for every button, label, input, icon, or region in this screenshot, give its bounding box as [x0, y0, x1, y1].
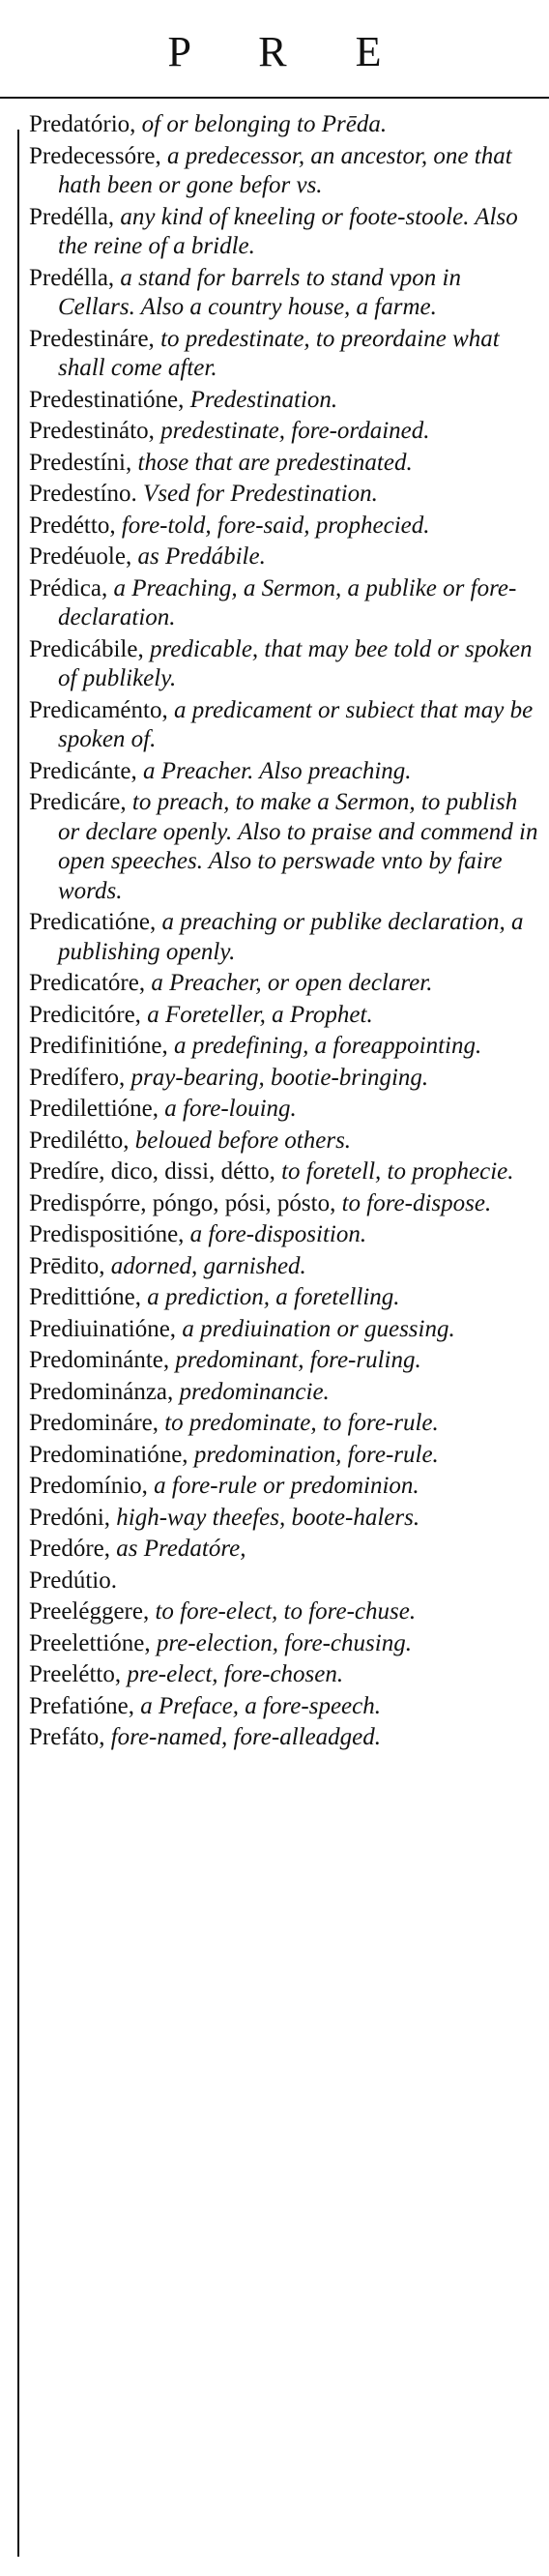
dictionary-entry	[29, 1566, 539, 1596]
entry-headword: Predestináre,	[29, 325, 161, 352]
entry-definition: a predicament or subiect that may be spoken of.	[58, 696, 534, 752]
entry-headword: Prēdito,	[29, 1252, 111, 1279]
dictionary-entry	[29, 1660, 539, 1690]
dictionary-entry	[29, 1189, 539, 1219]
dictionary-entry	[29, 110, 539, 140]
dictionary-entry	[29, 449, 539, 479]
dictionary-entry	[29, 1346, 539, 1376]
dictionary-entry	[29, 696, 539, 755]
entry-definition: pre-elect, fore-chosen.	[127, 1661, 344, 1687]
dictionary-entry	[29, 788, 539, 906]
column-rule	[17, 130, 19, 2557]
entry-headword: Predomínio,	[29, 1473, 155, 1499]
entry-definition: a prediction, a foretelling.	[147, 1284, 400, 1310]
entry-headword: Predilétto,	[29, 1127, 135, 1154]
dictionary-entry	[29, 264, 539, 323]
entry-headword: Prefáto,	[29, 1724, 111, 1750]
dictionary-entry	[29, 542, 539, 572]
entry-definition: pre-election, fore-chusing.	[156, 1629, 412, 1656]
dictionary-entry	[29, 574, 539, 633]
dictionary-entry	[29, 142, 539, 201]
entry-headword: Predatório,	[29, 111, 142, 137]
entry-definition: those that are predestinated.	[137, 449, 413, 476]
dictionary-entry	[29, 1032, 539, 1062]
dictionary-entry	[29, 386, 539, 416]
entry-definition: a fore-disposition.	[189, 1221, 367, 1247]
entry-definition: a Preaching, a Sermon, a publike or fore-declaration.	[58, 574, 517, 630]
dictionary-entry	[29, 1157, 539, 1187]
entry-definition: as Predábile.	[137, 543, 266, 570]
entry-headword: Predútio.	[29, 1566, 117, 1594]
entry-headword: Predomináre,	[29, 1410, 165, 1436]
entry-definition: to foretell, to prophecie.	[281, 1158, 514, 1185]
dictionary-entry	[29, 1220, 539, 1250]
dictionary-entry	[29, 1095, 539, 1125]
entry-definition: predomination, fore-rule.	[193, 1441, 439, 1468]
dictionary-entry	[29, 1001, 539, 1031]
dictionary-entry	[29, 1692, 539, 1722]
entry-definition: beloued before others.	[134, 1127, 352, 1154]
entry-definition: as Predatóre,	[116, 1536, 246, 1562]
entry-definition: high-way theefes, boote-halers.	[116, 1504, 420, 1531]
dictionary-entry	[29, 1283, 539, 1313]
dictionary-entry	[29, 203, 539, 262]
entry-headword: Predifinitióne,	[29, 1033, 174, 1059]
entry-definition: any kind of kneeling or foote-stoole. Also the reine of a bridle.	[58, 203, 518, 259]
header-rule	[0, 97, 549, 99]
entry-headword: Predestíni,	[29, 449, 138, 476]
entry-headword: Predicatióne,	[29, 909, 162, 935]
entry-definition: a fore-rule or predominion.	[154, 1473, 419, 1499]
dictionary-entry	[29, 480, 539, 510]
entry-headword: Predífero,	[29, 1064, 131, 1091]
entry-headword: Preelettióne,	[29, 1629, 157, 1656]
entry-headword: Predestináto,	[29, 418, 161, 444]
entry-definition: pray-bearing, bootie-bringing.	[130, 1064, 429, 1091]
dictionary-entry	[29, 757, 539, 787]
entry-headword: Prédica,	[29, 574, 114, 601]
entry-headword: Predóni,	[29, 1504, 117, 1531]
entry-headword: Predéuole,	[29, 543, 138, 570]
entry-definition: to fore-elect, to fore-chuse.	[155, 1598, 417, 1625]
page-header	[0, 0, 549, 97]
entry-headword: Predispórre, póngo, pósi, pósto,	[29, 1189, 342, 1216]
entry-headword: Preelétto,	[29, 1661, 128, 1687]
entry-definition: to preach, to make a Sermon, to publish or declare openly. Also to praise and commend in open speeches. Also to perswade vnto by faire words.	[58, 789, 538, 904]
entry-definition: fore-told, fore-said, prophecied.	[121, 512, 430, 539]
entry-headword: Predíre, dico, dissi, détto,	[29, 1158, 282, 1185]
entry-headword: Predóre,	[29, 1536, 117, 1562]
dictionary-entry	[29, 1127, 539, 1156]
entry-definition: a preaching or publike declaration, a publishing openly.	[58, 909, 524, 965]
dictionary-entry	[29, 325, 539, 384]
entry-definition: adorned, garnished.	[110, 1252, 306, 1279]
entry-headword: Predestíno.	[29, 481, 144, 507]
entry-definition: predicable, that may bee told or spoken of publikely.	[58, 635, 533, 691]
dictionary-entry	[29, 512, 539, 542]
entry-definition: Vsed for Predestination.	[143, 481, 378, 507]
entry-headword: Predélla,	[29, 203, 121, 230]
entry-definition: to fore-dispose.	[341, 1189, 492, 1216]
entry-definition: predominant, fore-ruling.	[175, 1347, 421, 1373]
page-title: P R E	[167, 28, 411, 75]
entry-definition: of or belonging to Prēda.	[141, 111, 388, 137]
dictionary-entry	[29, 1315, 539, 1345]
entry-definition: a prediuination or guessing.	[182, 1315, 455, 1342]
dictionary-entry	[29, 1535, 539, 1565]
entry-definition: a Preacher. Also preaching.	[143, 757, 412, 784]
entry-definition: a fore-louing.	[164, 1096, 297, 1122]
entry-definition: to predominate, to fore-rule.	[164, 1410, 439, 1436]
dictionary-entry	[29, 1723, 539, 1753]
entry-headword: Predicánte,	[29, 757, 144, 784]
entry-headword: Preeléggere,	[29, 1598, 156, 1625]
entry-definition: Predestination.	[189, 386, 338, 413]
entry-headword: Predicaménto,	[29, 696, 174, 723]
entry-headword: Predominánte,	[29, 1347, 176, 1373]
dictionary-entry	[29, 1597, 539, 1627]
dictionary-entry	[29, 1064, 539, 1094]
dictionary-entry	[29, 1252, 539, 1282]
entry-headword: Predecessóre,	[29, 142, 167, 169]
entry-headword: Predominatióne,	[29, 1441, 194, 1468]
entry-definition: a Preface, a fore-speech.	[140, 1692, 381, 1719]
entry-headword: Predominánza,	[29, 1378, 180, 1405]
dictionary-entry	[29, 417, 539, 447]
entry-headword: Predétto,	[29, 512, 122, 539]
entry-definition: a stand for barrels to stand vpon in Cellars. Also a country house, a farme.	[58, 264, 461, 320]
entry-headword: Predicáre,	[29, 789, 132, 815]
entry-headword: Predicábile,	[29, 635, 150, 662]
entry-definition: a predecessor, an ancestor, one that hath been or gone befor vs.	[58, 142, 512, 198]
dictionary-entry	[29, 1472, 539, 1502]
dictionary-entry	[29, 908, 539, 967]
entry-definition: to predestinate, to preordaine what shall come after.	[58, 325, 500, 381]
dictionary-entry	[29, 635, 539, 694]
entry-headword: Predestinatióne,	[29, 386, 190, 413]
dictionary-column	[29, 110, 539, 1755]
entry-headword: Predispositióne,	[29, 1221, 190, 1247]
entry-headword: Predélla,	[29, 264, 121, 291]
entry-headword: Predicitóre,	[29, 1001, 148, 1028]
entry-definition: fore-named, fore-alleadged.	[110, 1724, 382, 1750]
entry-headword: Prefatióne,	[29, 1692, 141, 1719]
dictionary-entry	[29, 1504, 539, 1534]
entry-headword: Predilettióne,	[29, 1096, 165, 1122]
entry-definition: predestinate, fore-ordained.	[160, 418, 430, 444]
entry-headword: Predicatóre,	[29, 970, 152, 996]
entry-definition: a Preacher, or open declarer.	[151, 970, 433, 996]
entry-definition: predominancie.	[179, 1378, 330, 1405]
dictionary-entry	[29, 1441, 539, 1471]
dictionary-entry	[29, 1409, 539, 1439]
dictionary-entry	[29, 1378, 539, 1408]
dictionary-entry	[29, 969, 539, 999]
entry-definition: a predefining, a foreappointing.	[173, 1033, 482, 1059]
entry-headword: Prediuinatióne,	[29, 1315, 183, 1342]
dictionary-entry	[29, 1629, 539, 1659]
entry-definition: a Foreteller, a Prophet.	[147, 1001, 373, 1028]
entry-headword: Predittióne,	[29, 1284, 148, 1310]
